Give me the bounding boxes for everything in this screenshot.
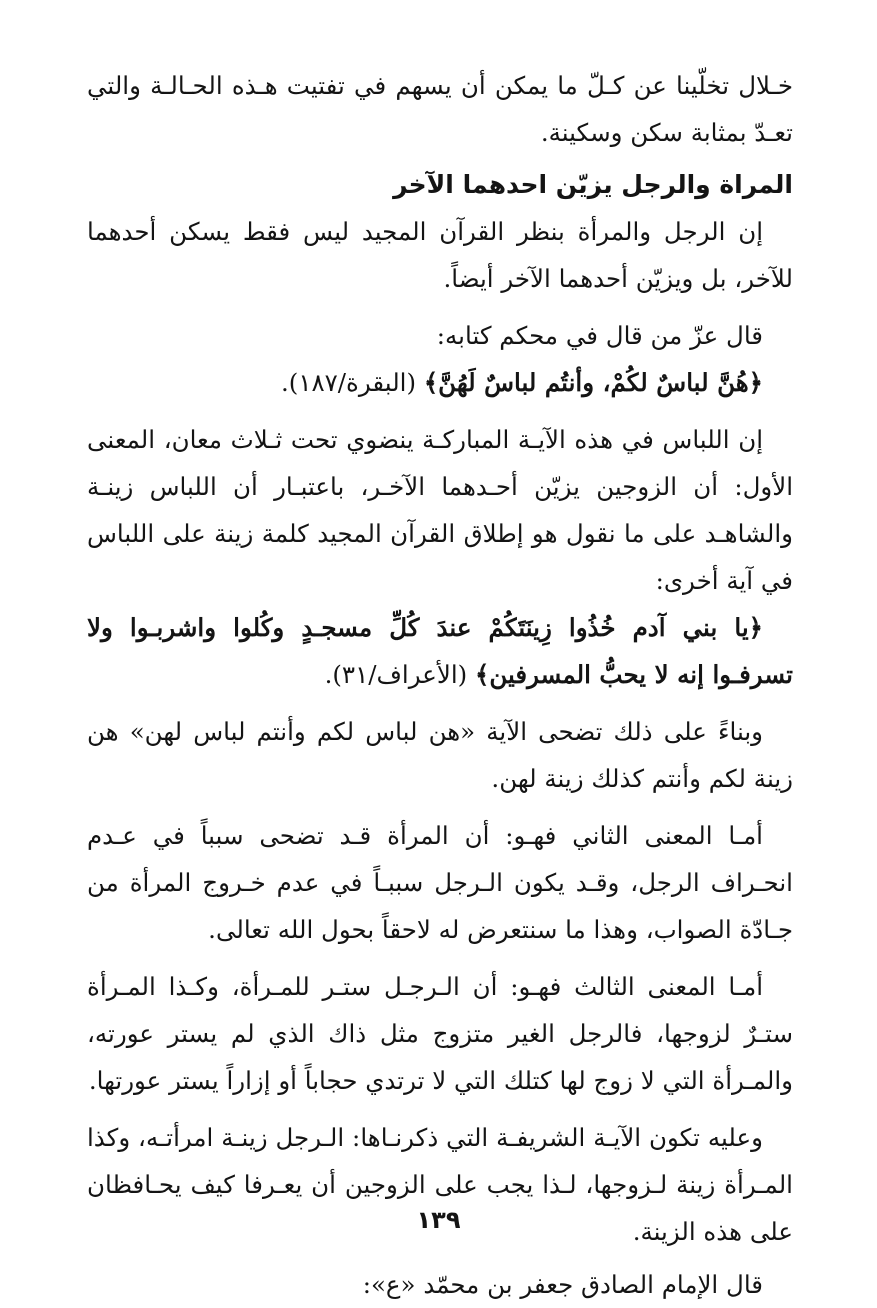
paragraph-intro: إن الرجل والمرأة بنظر القرآن المجيد ليس فقط يسكن أحدهما للآخر، بل ويزيّن أحدهما الآخر أيضاً. [87, 217, 793, 293]
paragraph-second-meaning: أمـا المعنى الثاني فهـو: أن المرأة قـد تضحى سبباً في عـدم انحـراف الرجل، وقـد يكون الـرجل سببـاً في عدم خـروج المرأة من جـادّة الصواب، وهذا ما سنتعرض له لاحقاً بحول الله تعالى. [87, 821, 793, 944]
paragraph-continuation: خـلال تخلّينا عن كـلّ ما يمكن أن يسهم في تفتيت هـذه الحـالـة والتي تعـدّ بمثابة سكن وسكينة. [87, 71, 793, 147]
page-number: ١٣٩ [416, 1206, 461, 1234]
section-heading: المراة والرجل يزيّن احدهما الآخر [393, 170, 793, 199]
verse-text: ﴿هُنَّ لباسٌ لكُمْ، وأنتُم لباسٌ لَهُنَّ﴾ [423, 368, 763, 397]
quran-verse-araf [87, 604, 793, 698]
paragraph-quote-intro: قال عزّ من قال في محكم كتابه: [436, 321, 763, 350]
paragraph-summary: وعليه تكون الآيـة الشريفـة التي ذكرنـاها: الـرجل زينـة امرأتـه، وكذا المـرأة زينة لـزوجها، لـذا يجب على الزوجين أن يعـرفا كيف يحـافظان على هذه الزينة. [87, 1123, 793, 1246]
page-body [87, 62, 793, 1308]
verse-reference: (البقرة/١٨٧). [280, 368, 417, 397]
paragraph-conclusion-zina: وبناءً على ذلك تضحى الآية «هن لباس لكم وأنتم لباس لهن» هن زينة لكم وأنتم كذلك زينة لهن. [87, 717, 793, 793]
verse-reference: (الأعراف/٣١). [324, 660, 468, 689]
verse-text: ﴿يا بني آدم خُذُوا زِينَتَكُمْ عندَ كُلِّ مسجـدٍ وكُلوا واشربـوا ولا تسرفـوا إنه لا يحبُّ المسرفين﴾ [87, 613, 793, 689]
paragraph-third-meaning: أمـا المعنى الثالث فهـو: أن الـرجـل ستـر للمـرأة، وكـذا المـرأة ستـرٌ لزوجها، فالرجل الغير متزوج مثل ذاك الذي لم يستر عورته، والمـرأة التي لا زوج لها كتلك التي لا ترتدي حجاباً أو إزاراً يستر عورتها. [87, 972, 793, 1095]
paragraph-three-meanings: إن اللباس في هذه الآيـة المباركـة ينضوي تحت ثـلاث معان، المعنى الأول: أن الزوجين يزيّن أحـدهما الآخـر، باعتبـار أن اللباس زينـة والشاهـد على ما نقول هو إطلاق القرآن المجيد كلمة زينة على اللباس في آية أخرى: [87, 425, 793, 595]
quran-verse-baqara [87, 359, 793, 406]
paragraph-imam-quote: قال الإمام الصادق جعفر بن محمّد «ع»: [362, 1270, 763, 1299]
